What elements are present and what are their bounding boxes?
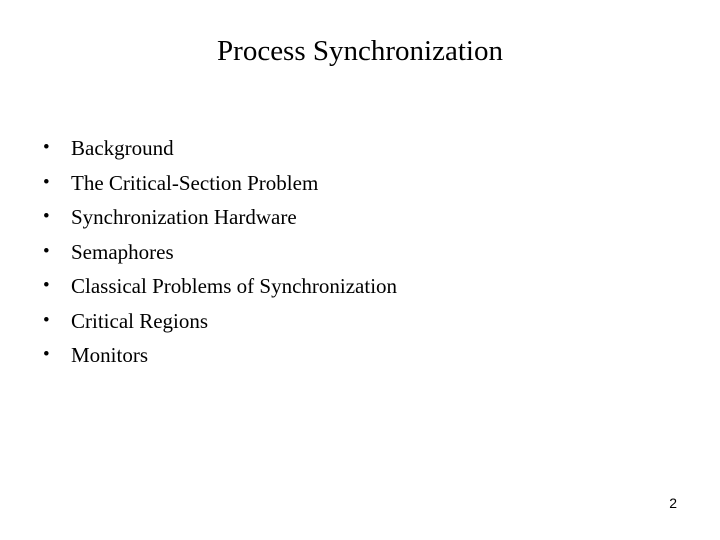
bullet-icon: • <box>43 344 50 365</box>
bullet-text: Synchronization Hardware <box>71 205 297 229</box>
bullet-icon: • <box>43 137 50 158</box>
page-number: 2 <box>669 495 677 511</box>
bullet-text: The Critical-Section Problem <box>71 170 319 195</box>
bullet-text: Background <box>71 136 174 160</box>
bullet-text: Semaphores <box>71 239 174 264</box>
slide-title: Process Synchronization <box>217 35 503 67</box>
bullet-icon: • <box>43 309 50 331</box>
bullet-text: Critical Regions <box>71 308 209 333</box>
bullet-icon: • <box>43 275 50 296</box>
bullet-icon: • <box>43 171 50 193</box>
bullet-text: Monitors <box>71 343 149 367</box>
bullet-text: Classical Problems of Synchronization <box>71 274 398 298</box>
bullet-icon: • <box>43 206 50 227</box>
bullet-icon: • <box>43 240 50 262</box>
